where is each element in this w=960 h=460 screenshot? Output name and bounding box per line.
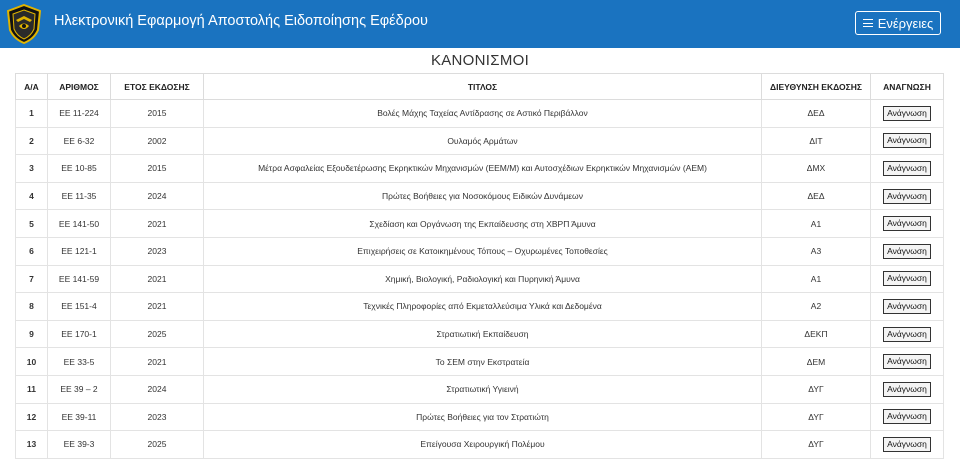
row-year: 2023 [111, 237, 204, 265]
row-year: 2021 [111, 210, 204, 238]
table-row [16, 293, 944, 321]
row-index: 1 [16, 100, 48, 128]
row-read-cell [871, 293, 944, 321]
military-emblem-icon [6, 4, 42, 44]
row-index: 8 [16, 293, 48, 321]
row-number: ΕΕ 151-4 [48, 293, 111, 321]
row-number: ΕΕ 11-224 [48, 100, 111, 128]
read-button[interactable]: Ανάγνωση [883, 216, 931, 231]
row-title: Στρατιωτική Υγιεινή [204, 375, 762, 403]
row-number: ΕΕ 39 – 2 [48, 375, 111, 403]
row-year: 2021 [111, 348, 204, 376]
actions-menu-button[interactable] [855, 11, 941, 35]
read-button[interactable]: Ανάγνωση [883, 106, 931, 121]
row-title: Βολές Μάχης Ταχείας Αντίδρασης σε Αστικό Περιβάλλον [204, 100, 762, 128]
table-row [16, 348, 944, 376]
row-year: 2021 [111, 265, 204, 293]
read-button[interactable]: Ανάγνωση [883, 327, 931, 342]
read-button[interactable]: Ανάγνωση [883, 244, 931, 259]
row-index: 9 [16, 320, 48, 348]
row-number: ΕΕ 141-50 [48, 210, 111, 238]
row-read-cell [871, 237, 944, 265]
hamburger-icon [863, 19, 873, 27]
row-title: Χημική, Βιολογική, Ραδιολογική και Πυρηνική Άμυνα [204, 265, 762, 293]
row-title: Επείγουσα Χειρουργική Πολέμου [204, 431, 762, 459]
row-year: 2025 [111, 431, 204, 459]
table-row [16, 127, 944, 155]
row-number: ΕΕ 6-32 [48, 127, 111, 155]
table-row [16, 265, 944, 293]
row-number: ΕΕ 170-1 [48, 320, 111, 348]
row-index: 10 [16, 348, 48, 376]
row-title: Στρατιωτική Εκπαίδευση [204, 320, 762, 348]
row-index: 4 [16, 182, 48, 210]
regulations-table [15, 73, 944, 459]
actions-label: Ενέργειες [877, 15, 934, 31]
row-read-cell [871, 348, 944, 376]
read-button[interactable]: Ανάγνωση [883, 133, 931, 148]
column-header-number: ΑΡΙΘΜΟΣ [48, 74, 111, 100]
row-title: Το ΣΕΜ στην Εκστρατεία [204, 348, 762, 376]
row-directorate: Α1 [762, 265, 871, 293]
row-title: Επιχειρήσεις σε Κατοικημένους Τόπους – Οχυρωμένες Τοποθεσίες [204, 237, 762, 265]
page-title: ΚΑΝΟΝΙΣΜΟΙ [430, 52, 530, 69]
read-button[interactable]: Ανάγνωση [883, 271, 931, 286]
row-read-cell [871, 210, 944, 238]
table-row [16, 403, 944, 431]
row-title: Πρώτες Βοήθειες για τον Στρατιώτη [204, 403, 762, 431]
table-row [16, 431, 944, 459]
row-number: ΕΕ 10-85 [48, 155, 111, 183]
row-directorate: ΔΕΔ [762, 100, 871, 128]
read-button[interactable]: Ανάγνωση [883, 354, 931, 369]
row-year: 2002 [111, 127, 204, 155]
row-index: 7 [16, 265, 48, 293]
row-year: 2015 [111, 155, 204, 183]
row-index: 5 [16, 210, 48, 238]
row-index: 11 [16, 375, 48, 403]
row-directorate: ΔΜΧ [762, 155, 871, 183]
table-row [16, 100, 944, 128]
row-directorate: Α1 [762, 210, 871, 238]
row-title: Ουλαμός Αρμάτων [204, 127, 762, 155]
row-number: ΕΕ 121-1 [48, 237, 111, 265]
row-directorate: ΔΥΓ [762, 431, 871, 459]
row-index: 6 [16, 237, 48, 265]
row-read-cell [871, 127, 944, 155]
row-directorate: ΔΥΓ [762, 375, 871, 403]
row-read-cell [871, 265, 944, 293]
read-button[interactable]: Ανάγνωση [883, 189, 931, 204]
table-header-row [16, 74, 944, 100]
row-directorate: ΔΙΤ [762, 127, 871, 155]
row-read-cell [871, 100, 944, 128]
row-directorate: ΔΕΚΠ [762, 320, 871, 348]
row-read-cell [871, 431, 944, 459]
row-directorate: Α3 [762, 237, 871, 265]
row-title: Τεχνικές Πληροφορίες από Εκμεταλλεύσιμα Υλικά και Δεδομένα [204, 293, 762, 321]
row-number: ΕΕ 39-3 [48, 431, 111, 459]
column-header-aa: Α/Α [16, 74, 48, 100]
row-index: 13 [16, 431, 48, 459]
row-index: 2 [16, 127, 48, 155]
column-header-title: ΤΙΤΛΟΣ [204, 74, 762, 100]
app-title: Ηλεκτρονική Εφαρμογή Αποστολής Ειδοποίησης Εφέδρου [54, 13, 428, 29]
row-year: 2015 [111, 100, 204, 128]
row-number: ΕΕ 141-59 [48, 265, 111, 293]
row-directorate: ΔΕΜ [762, 348, 871, 376]
read-button[interactable]: Ανάγνωση [883, 161, 931, 176]
row-number: ΕΕ 11-35 [48, 182, 111, 210]
table-row [16, 375, 944, 403]
row-read-cell [871, 182, 944, 210]
row-read-cell [871, 155, 944, 183]
row-number: ΕΕ 39-11 [48, 403, 111, 431]
column-header-read: ΑΝΑΓΝΩΣΗ [871, 74, 944, 100]
table-row [16, 210, 944, 238]
row-read-cell [871, 403, 944, 431]
row-read-cell [871, 375, 944, 403]
table-row [16, 182, 944, 210]
read-button[interactable]: Ανάγνωση [883, 409, 931, 424]
row-title: Πρώτες Βοήθειες για Νοσοκόμους Ειδικών Δυνάμεων [204, 182, 762, 210]
read-button[interactable]: Ανάγνωση [883, 437, 931, 452]
row-read-cell [871, 320, 944, 348]
row-directorate: ΔΥΓ [762, 403, 871, 431]
row-index: 3 [16, 155, 48, 183]
read-button[interactable]: Ανάγνωση [883, 299, 931, 314]
row-year: 2024 [111, 375, 204, 403]
top-navbar [0, 0, 960, 48]
row-directorate: ΔΕΔ [762, 182, 871, 210]
table-row [16, 155, 944, 183]
row-title: Μέτρα Ασφαλείας Εξουδετέρωσης Εκρηκτικών Μηχανισμών (ΕΕΜ/Μ) και Αυτοσχέδιων Εκρηκτικών Μηχανισμών (ΑΕΜ) [204, 155, 762, 183]
row-title: Σχεδίαση και Οργάνωση της Εκπαίδευσης στη ΧΒΡΠ Άμυνα [204, 210, 762, 238]
row-directorate: Α2 [762, 293, 871, 321]
column-header-directorate: ΔΙΕΥΘΥΝΣΗ ΕΚΔΟΣΗΣ [762, 74, 871, 100]
row-index: 12 [16, 403, 48, 431]
row-year: 2021 [111, 293, 204, 321]
read-button[interactable]: Ανάγνωση [883, 382, 931, 397]
row-year: 2024 [111, 182, 204, 210]
column-header-year: ΕΤΟΣ ΕΚΔΟΣΗΣ [111, 74, 204, 100]
table-row [16, 320, 944, 348]
table-row [16, 237, 944, 265]
row-number: ΕΕ 33-5 [48, 348, 111, 376]
row-year: 2023 [111, 403, 204, 431]
row-year: 2025 [111, 320, 204, 348]
